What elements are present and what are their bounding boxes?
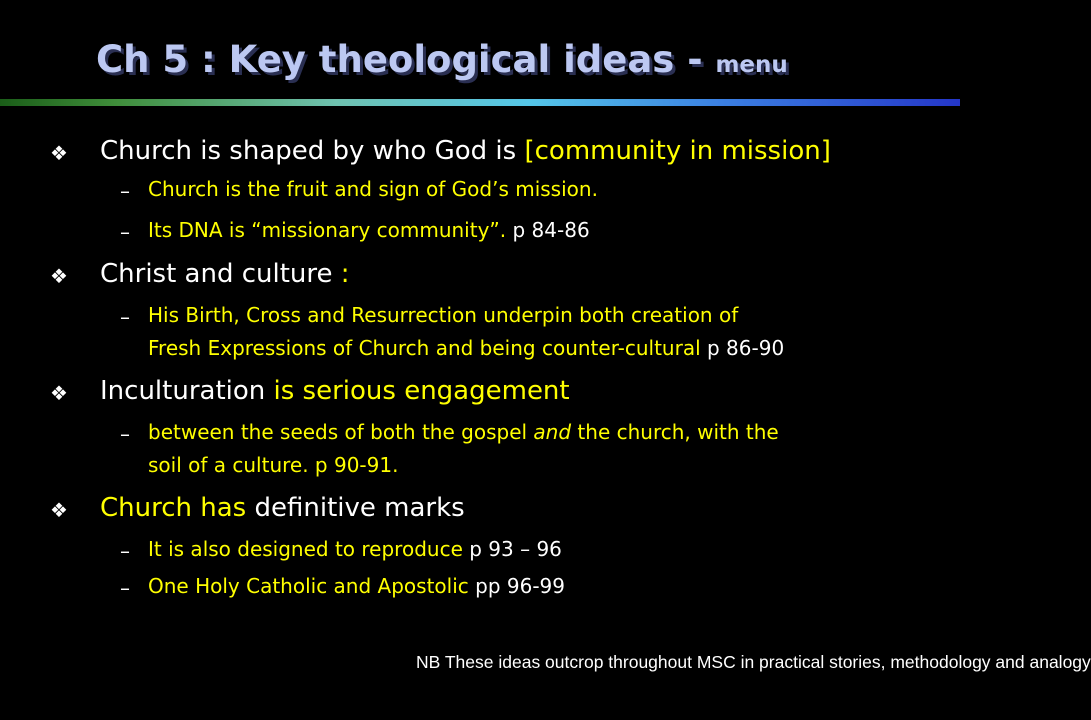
point-1-sub-1: Church is the fruit and sign of God’s mission. [148, 177, 598, 201]
point-4: Church has definitive marks [100, 493, 465, 523]
point-3-sub-1-line-2: soil of a culture. p 90-91. [148, 453, 399, 477]
diamond-bullet-icon: ❖ [50, 264, 68, 288]
dash-bullet: – [120, 305, 130, 329]
point-4-sub-2: One Holy Catholic and Apostolic pp 96-99 [148, 574, 565, 598]
footnote: NB These ideas outcrop throughout MSC in practical stories, methodology and analogy [416, 652, 1091, 672]
slide-title-main: Ch 5 : Key theological ideas - [96, 38, 716, 81]
dash-bullet: – [120, 576, 130, 600]
diamond-bullet-icon: ❖ [50, 141, 68, 165]
point-2-sub-1-line-1: His Birth, Cross and Resurrection underpin both creation of [148, 303, 739, 327]
point-3-sub-1-line-1: between the seeds of both the gospel and the church, with the [148, 420, 779, 444]
diamond-bullet-icon: ❖ [50, 381, 68, 405]
point-4-sub-1: It is also designed to reproduce p 93 – 96 [148, 537, 562, 561]
point-2-sub-1-line-2: Fresh Expressions of Church and being counter-cultural p 86-90 [148, 336, 785, 360]
dash-bullet: – [120, 220, 130, 244]
dash-bullet: – [120, 539, 130, 563]
dash-bullet: – [120, 422, 130, 446]
diamond-bullet-icon: ❖ [50, 498, 68, 522]
point-1-sub-2: Its DNA is “missionary community”. p 84-86 [148, 218, 590, 242]
point-1: Church is shaped by who God is [community in mission] [100, 136, 831, 166]
point-3: Inculturation is serious engagement [100, 376, 570, 406]
dash-bullet: – [120, 179, 130, 203]
point-2: Christ and culture : [100, 259, 350, 289]
slide-title-menu: menu [715, 52, 788, 78]
